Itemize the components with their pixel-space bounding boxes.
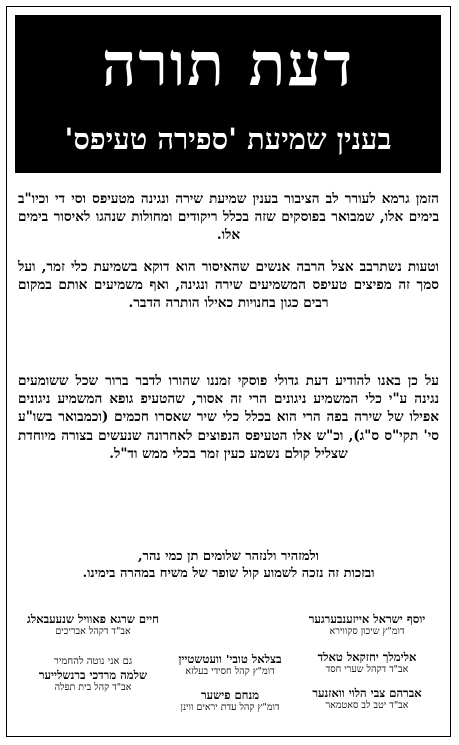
closing-blessing bbox=[18, 548, 439, 582]
paragraph-3: על כן באנו להודיע דעת גדולי פוסקי זמננו שהורו לדבר ברור שכל ששומעים נגינה ע"י כלי המשמיע ניגונים הרי זה אסור, שהטעיפ גופא המשמיע ניגונים אפילו של שירה בפה הרי הוא בכלל כלי שיר שאסרו חכמים (וכמבואר בשו"ע סי' תקי"ס ס"ג), וכ"ש אלו הטעיפס הנפוצים לאחרונה שנעשים בצורה מיוחדת שצליל קולם נשמע כעין זמר בכלי ממש וד"ל. bbox=[18, 373, 439, 462]
signature-name: חיים שרגא פאוויל שנעעבאלג bbox=[27, 612, 159, 626]
signature-role: אב"ד דקהל שערי חסד bbox=[325, 664, 409, 675]
signature-role: אב"ד קהל בית תפלה bbox=[54, 682, 132, 693]
signature-role: דומ"ץ קהל עדת יראים ווינן bbox=[180, 702, 280, 713]
signature-name: אלימלך יחזקאל טאלד bbox=[317, 650, 417, 664]
signature-6 bbox=[292, 686, 442, 712]
closing-line-1: ולמזהיר ולנזהר שלומים תן כמי נהר, bbox=[138, 549, 319, 564]
signature-name: שלמה מרדכי ברנשלייער bbox=[38, 668, 148, 682]
paragraph-2: וטעות נשתרבב אצל הרבה אנשים שהאיסור הוא דוקא בשמיעת כלי זמר, ועל סמך זה מפיצים טעיפס המשמיעים שירה ונגינה, ואף משמיעים אותם במקום רבים כגון בחנויות כאילו הותרה הדבר. bbox=[18, 259, 439, 312]
signature-note: גם אני נוטה להחמיר bbox=[53, 656, 133, 667]
signature-name: בצלאל טובי' וועטשטיין bbox=[178, 652, 282, 666]
signature-5 bbox=[18, 656, 168, 694]
signature-2 bbox=[18, 612, 168, 638]
signature-4 bbox=[155, 652, 305, 678]
signature-name: מנחם פישער bbox=[200, 688, 260, 702]
signature-3 bbox=[292, 650, 442, 676]
signature-role: אב"ד דקהל אבריכים bbox=[55, 626, 131, 637]
signature-7 bbox=[155, 688, 305, 714]
page-title: דעת תורה bbox=[101, 30, 355, 100]
signature-name: אברהם צבי הלוי וואזנער bbox=[312, 686, 422, 700]
signature-1 bbox=[292, 612, 442, 638]
signature-role: אב"ד יטב לב סאטמאר bbox=[325, 700, 409, 711]
page-subtitle: בענין שמיעת 'ספירה טעיפס' bbox=[64, 122, 392, 156]
signature-role: דומ"ץ שיכון סקווירא bbox=[329, 626, 405, 637]
title-banner bbox=[15, 15, 441, 173]
closing-line-2: ובזכות זה נזכה לשמוע קול שופר של משיח במהרה בימינו. bbox=[82, 566, 375, 581]
signature-name: יוסף ישראל אייזענבערגער bbox=[308, 612, 426, 626]
paragraph-1: הזמן גרמא לעורר לב הציבור בענין שמיעת שירה ונגינה מטעיפס וסי די וכיו"ב בימים אלו, שמבואר בפוסקים שזה בכלל ריקודים ומחולות שנהגו לאיסור בימים אלו. bbox=[18, 191, 439, 244]
signature-role: דומ"ץ קהל חסידי בעלזא bbox=[185, 666, 275, 677]
